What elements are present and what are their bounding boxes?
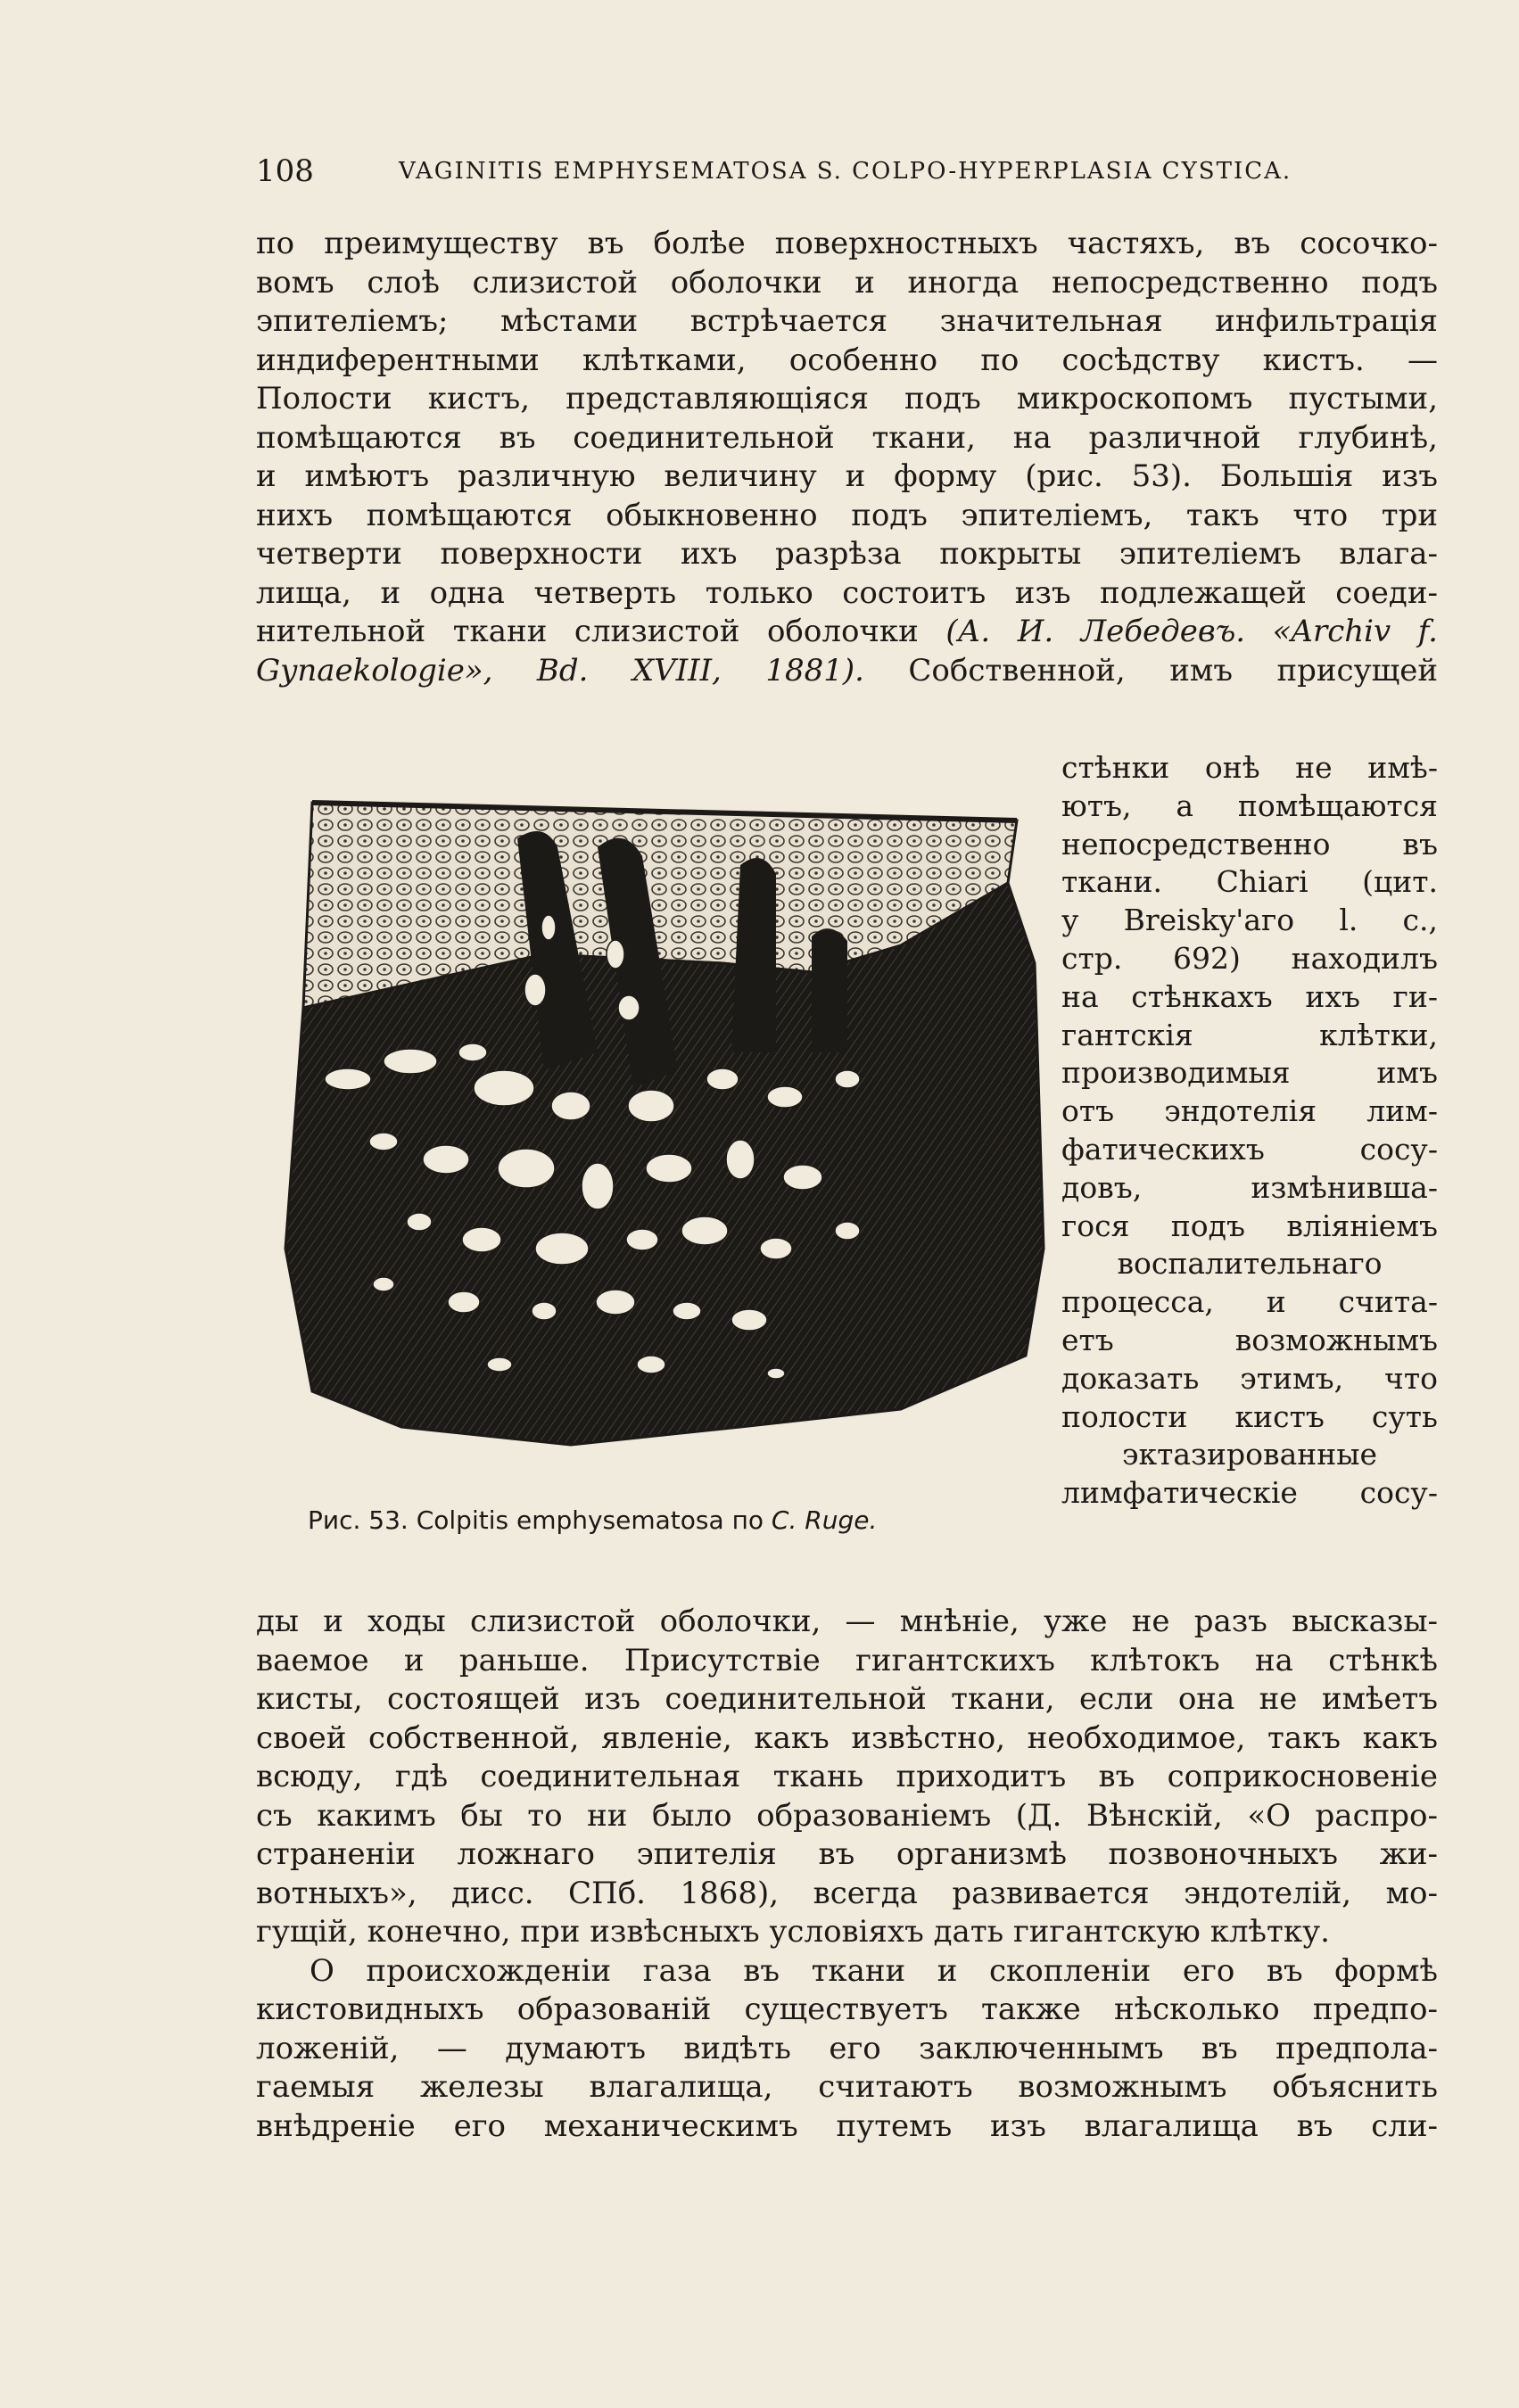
- text-line: непосредственно въ: [1061, 826, 1438, 862]
- running-head: VAGINITIS EMPHYSEMATOSA S. COLPO-HYPERPLASIA CYSTICA.: [399, 158, 1292, 185]
- text-line: лища, и одна четверть только состоитъ изъ подлежащей соеди-: [256, 574, 1438, 611]
- text-line: ютъ, а помѣщаются: [1061, 788, 1438, 823]
- text-line: производимыя имъ: [1061, 1055, 1438, 1091]
- figure-caption: [308, 1503, 1003, 1538]
- text-line: довъ, измѣнивша-: [1061, 1169, 1438, 1205]
- text-line: фатическихъ сосу-: [1061, 1131, 1438, 1167]
- text-line: О происхожденіи газа въ ткани и скопленіи его въ формѣ: [310, 1952, 1438, 1989]
- text-line: ваемое и раньше. Присутствіе гигантскихъ клѣтокъ на стѣнкѣ: [256, 1642, 1438, 1678]
- text-line: у Breisky'аго l. c.,: [1061, 903, 1438, 938]
- text-line: гущій, конечно, при извѣсныхъ условіяхъ дать гигантскую клѣтку.: [256, 1914, 1330, 1950]
- text-line: гаемыя железы влагалища, считаютъ возможнымъ объяснить: [256, 2069, 1438, 2105]
- text-line: помѣщаются въ соединительной ткани, на различной глубинѣ,: [256, 419, 1438, 456]
- text-line: гантскія клѣтки,: [1061, 1017, 1438, 1052]
- text-line: кисты, состоящей изъ соединительной ткани, если она не имѣетъ: [256, 1681, 1438, 1717]
- text-line: ды и ходы слизистой оболочки, — мнѣніе, уже не разъ высказы-: [256, 1604, 1438, 1639]
- text-line: лимфатическіе сосу-: [1061, 1475, 1438, 1511]
- text-line: ложеній, — думаютъ видѣть его заключеннымъ въ предпола-: [256, 2030, 1438, 2066]
- text-line: страненіи ложнаго эпителія въ организмѣ позвоночныхъ жи-: [256, 1836, 1438, 1872]
- page-number: 108: [256, 153, 314, 189]
- text-line: стѣнки онѣ не имѣ-: [1061, 750, 1438, 785]
- text-line: доказать этимъ, что: [1061, 1360, 1438, 1396]
- text-line: [256, 613, 1438, 652]
- text-line: своей собственной, явленіе, какъ извѣстно, необходимое, такъ какъ: [256, 1719, 1438, 1756]
- text-line: индиферентными клѣтками, особенно по сосѣдству кистъ. —: [256, 342, 1438, 378]
- text-line: стр. 692) находилъ: [1061, 940, 1438, 976]
- side-column-text: [1061, 749, 1438, 1513]
- top-paragraph: [256, 225, 1438, 690]
- text-line: воспалительнаго: [1117, 1246, 1383, 1282]
- text-line: [256, 652, 1438, 691]
- figure-53: [277, 785, 1053, 1480]
- text-line: и имѣютъ различную величину и форму (рис. 53). Большія изъ: [256, 458, 1438, 494]
- text-segment: Собственной, имъ присущей: [863, 652, 1438, 689]
- text-line: эпителіемъ; мѣстами встрѣчается значительная инфильтрація: [256, 303, 1438, 339]
- text-line: на стѣнкахъ ихъ ги-: [1061, 978, 1438, 1014]
- text-line: кистовидныхъ образованій существуетъ также нѣсколько предпо-: [256, 1992, 1438, 2027]
- caption-text: Рис. 53. Colpitis emphysematosa по: [308, 1505, 772, 1535]
- citation-lebedev: (А. И. Лебедевъ. «Archiv f.: [945, 614, 1438, 649]
- text-line: по преимуществу въ болѣе поверхностныхъ частяхъ, въ сосочко-: [256, 226, 1438, 261]
- text-line: вотныхъ», дисс. СПб. 1868), всегда развивается эндотелій, мо-: [256, 1875, 1438, 1911]
- bottom-paragraph: [256, 1603, 1438, 2146]
- caption-author: C. Ruge.: [771, 1505, 878, 1535]
- text-line: гося подъ вліяніемъ: [1061, 1208, 1438, 1243]
- text-line: внѣдреніе его механическимъ путемъ изъ влагалища въ сли-: [256, 2107, 1438, 2144]
- text-line: четверти поверхности ихъ разрѣза покрыты эпителіемъ влага-: [256, 536, 1438, 572]
- text-line: полости кистъ суть: [1061, 1398, 1438, 1434]
- text-line: нихъ помѣщаются обыкновенно подъ эпителіемъ, такъ что три: [256, 497, 1438, 533]
- text-line: отъ эндотелія лим-: [1061, 1093, 1438, 1129]
- page-header: [256, 150, 1291, 193]
- text-line: всюду, гдѣ соединительная ткань приходитъ въ соприкосновеніе: [256, 1759, 1438, 1794]
- histology-engraving: [277, 785, 1053, 1480]
- text-line: етъ возможнымъ: [1061, 1322, 1438, 1357]
- text-line: эктазированные: [1121, 1437, 1378, 1472]
- text-segment: нительной ткани слизистой оболочки: [256, 614, 946, 649]
- text-line: съ какимъ бы то ни было образованіемъ (Д. Вѣнскій, «О распро-: [256, 1797, 1438, 1834]
- text-line: Полости кистъ, представляющіяся подъ микроскопомъ пустыми,: [256, 381, 1438, 416]
- text-line: вомъ слоѣ слизистой оболочки и иногда непосредственно подъ: [256, 264, 1438, 301]
- text-line: процесса, и счита-: [1061, 1284, 1438, 1320]
- text-line: ткани. Chiari (цит.: [1061, 864, 1438, 900]
- citation-journal: Gynaekologie», Bd. XVIII, 1881).: [256, 652, 864, 689]
